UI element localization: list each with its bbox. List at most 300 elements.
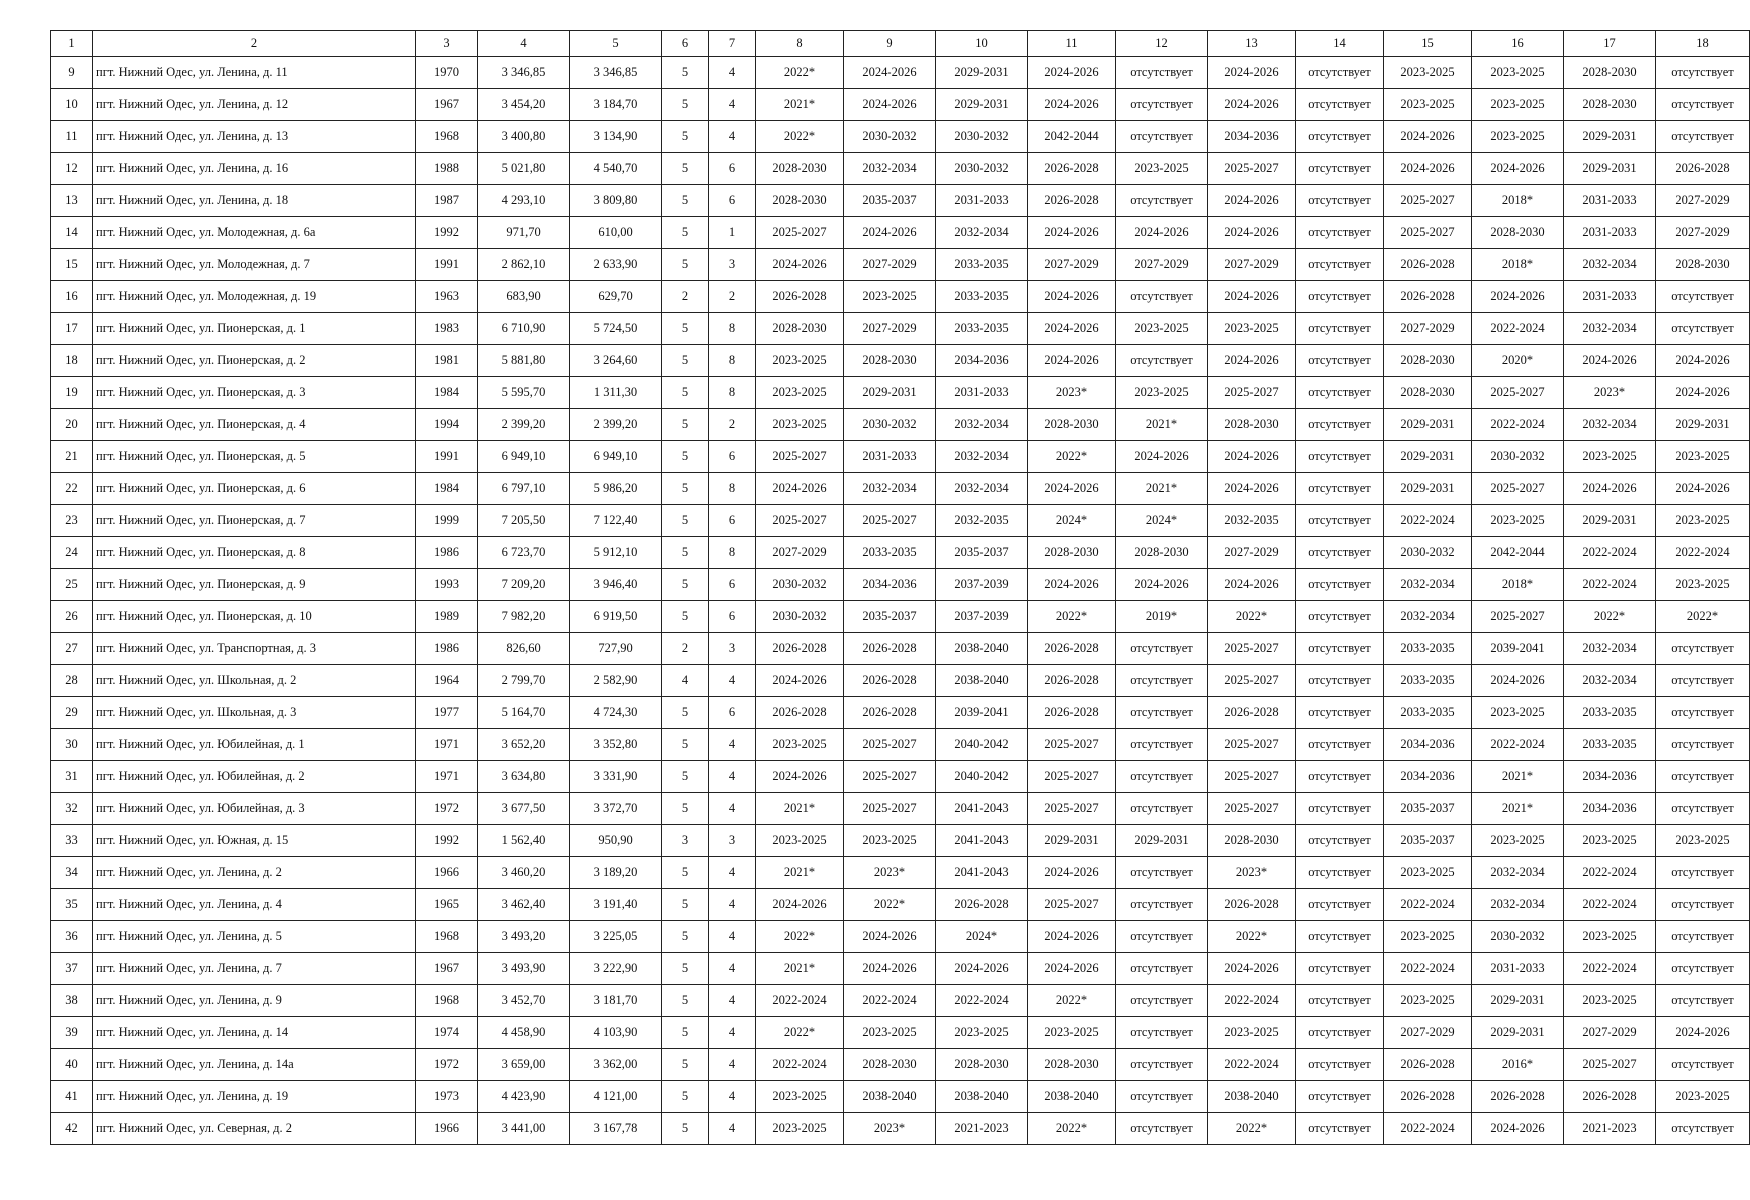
table-cell: отсутствует bbox=[1296, 761, 1384, 793]
table-cell: 5 bbox=[662, 953, 709, 985]
table-cell: 2025-2027 bbox=[1028, 793, 1116, 825]
row-number-cell: 34 bbox=[51, 857, 93, 889]
table-cell: 2022* bbox=[1208, 921, 1296, 953]
table-cell: 2023* bbox=[1564, 377, 1656, 409]
table-cell: 3 346,85 bbox=[478, 57, 570, 89]
table-cell: 5 bbox=[662, 537, 709, 569]
table-cell: 2029-2031 bbox=[1116, 825, 1208, 857]
table-cell: отсутствует bbox=[1296, 57, 1384, 89]
table-cell: 4 121,00 bbox=[570, 1081, 662, 1113]
table-cell: 2028-2030 bbox=[1384, 377, 1472, 409]
table-cell: 2024-2026 bbox=[1208, 217, 1296, 249]
table-cell: 2026-2028 bbox=[1384, 281, 1472, 313]
table-cell: 3 184,70 bbox=[570, 89, 662, 121]
table-cell: 4 bbox=[709, 761, 756, 793]
table-cell: 971,70 bbox=[478, 217, 570, 249]
table-cell: 2023-2025 bbox=[1656, 505, 1750, 537]
table-cell: 2025-2027 bbox=[1472, 473, 1564, 505]
table-cell: 2 bbox=[709, 281, 756, 313]
table-cell: 2023-2025 bbox=[1208, 313, 1296, 345]
table-cell: 2024-2026 bbox=[1028, 857, 1116, 889]
table-cell: 2024-2026 bbox=[1028, 345, 1116, 377]
table-row bbox=[51, 729, 1750, 761]
table-cell: 2028-2030 bbox=[1208, 409, 1296, 441]
table-row bbox=[51, 1049, 1750, 1081]
table-cell: 3 659,00 bbox=[478, 1049, 570, 1081]
table-cell: 4 bbox=[709, 921, 756, 953]
column-number-cell: 7 bbox=[709, 31, 756, 57]
table-cell: 2035-2037 bbox=[1384, 793, 1472, 825]
table-cell: 2027-2029 bbox=[1384, 313, 1472, 345]
table-cell: отсутствует bbox=[1656, 729, 1750, 761]
table-cell: 2038-2040 bbox=[1028, 1081, 1116, 1113]
table-cell: 2016* bbox=[1472, 1049, 1564, 1081]
table-cell: отсутствует bbox=[1296, 217, 1384, 249]
table-cell: 2024-2026 bbox=[1028, 953, 1116, 985]
table-cell: 2032-2034 bbox=[1472, 889, 1564, 921]
table-cell: 5 bbox=[662, 889, 709, 921]
table-cell: 1971 bbox=[416, 729, 478, 761]
table-cell: 1989 bbox=[416, 601, 478, 633]
row-number-cell: 32 bbox=[51, 793, 93, 825]
table-row bbox=[51, 569, 1750, 601]
table-cell: 2024-2026 bbox=[1028, 89, 1116, 121]
table-cell: 2040-2042 bbox=[936, 761, 1028, 793]
column-number-cell: 12 bbox=[1116, 31, 1208, 57]
row-number-cell: 13 bbox=[51, 185, 93, 217]
table-cell: 2035-2037 bbox=[844, 185, 936, 217]
table-cell: 2029-2031 bbox=[936, 57, 1028, 89]
table-cell: 2025-2027 bbox=[1472, 377, 1564, 409]
table-cell: 4 bbox=[709, 985, 756, 1017]
table-cell: 2025-2027 bbox=[756, 505, 844, 537]
table-cell: 2034-2036 bbox=[1564, 793, 1656, 825]
table-cell: отсутствует bbox=[1296, 1113, 1384, 1145]
address-cell: пгт. Нижний Одес, ул. Пионерская, д. 10 bbox=[93, 601, 416, 633]
table-cell: 4 bbox=[709, 1113, 756, 1145]
table-cell: 2026-2028 bbox=[936, 889, 1028, 921]
table-cell: 610,00 bbox=[570, 217, 662, 249]
table-cell: 2027-2029 bbox=[1208, 537, 1296, 569]
table-cell: 2021* bbox=[1472, 793, 1564, 825]
table-cell: 2028-2030 bbox=[1472, 217, 1564, 249]
table-cell: 2026-2028 bbox=[1384, 1081, 1472, 1113]
table-cell: отсутствует bbox=[1116, 889, 1208, 921]
table-cell: 2022-2024 bbox=[1472, 729, 1564, 761]
table-cell: 2032-2034 bbox=[1564, 249, 1656, 281]
table-cell: 2032-2034 bbox=[936, 473, 1028, 505]
table-cell: 2024-2026 bbox=[1028, 281, 1116, 313]
table-cell: 2022* bbox=[1028, 441, 1116, 473]
table-cell: 2030-2032 bbox=[936, 121, 1028, 153]
table-cell: 2030-2032 bbox=[1472, 441, 1564, 473]
table-cell: 1971 bbox=[416, 761, 478, 793]
table-cell: 3 bbox=[709, 825, 756, 857]
table-cell: 3 946,40 bbox=[570, 569, 662, 601]
row-number-cell: 12 bbox=[51, 153, 93, 185]
table-cell: 6 723,70 bbox=[478, 537, 570, 569]
table-cell: 2 399,20 bbox=[570, 409, 662, 441]
table-cell: 2022* bbox=[1564, 601, 1656, 633]
table-cell: 2023* bbox=[844, 857, 936, 889]
table-cell: 2022* bbox=[756, 921, 844, 953]
table-cell: отсутствует bbox=[1296, 249, 1384, 281]
table-cell: 2038-2040 bbox=[1208, 1081, 1296, 1113]
table-cell: 6 710,90 bbox=[478, 313, 570, 345]
table-cell: 2024-2026 bbox=[756, 761, 844, 793]
table-cell: 1999 bbox=[416, 505, 478, 537]
table-cell: 4 bbox=[709, 1049, 756, 1081]
table-cell: 2026-2028 bbox=[756, 281, 844, 313]
table-cell: 1983 bbox=[416, 313, 478, 345]
table-cell: 4 bbox=[709, 1017, 756, 1049]
table-cell: 2034-2036 bbox=[936, 345, 1028, 377]
column-number-cell: 8 bbox=[756, 31, 844, 57]
table-cell: 2028-2030 bbox=[756, 185, 844, 217]
table-cell: отсутствует bbox=[1656, 761, 1750, 793]
table-cell: 3 677,50 bbox=[478, 793, 570, 825]
table-row bbox=[51, 441, 1750, 473]
table-cell: 2022-2024 bbox=[1564, 953, 1656, 985]
table-cell: 2022-2024 bbox=[1564, 569, 1656, 601]
table-cell: 2024-2026 bbox=[1208, 569, 1296, 601]
table-cell: 2018* bbox=[1472, 569, 1564, 601]
table-cell: отсутствует bbox=[1116, 761, 1208, 793]
table-cell: 3 bbox=[709, 633, 756, 665]
table-cell: 1968 bbox=[416, 921, 478, 953]
row-number-cell: 21 bbox=[51, 441, 93, 473]
table-row bbox=[51, 793, 1750, 825]
table-cell: 5 bbox=[662, 921, 709, 953]
table-cell: 1970 bbox=[416, 57, 478, 89]
table-cell: 2025-2027 bbox=[1472, 601, 1564, 633]
table-cell: отсутствует bbox=[1296, 793, 1384, 825]
table-cell: 2024-2026 bbox=[1564, 473, 1656, 505]
table-cell: 2023-2025 bbox=[1564, 441, 1656, 473]
table-cell: 2041-2043 bbox=[936, 793, 1028, 825]
table-cell: отсутствует bbox=[1296, 377, 1384, 409]
table-cell: 2024-2026 bbox=[1384, 121, 1472, 153]
table-cell: 5 bbox=[662, 121, 709, 153]
table-cell: 3 bbox=[662, 825, 709, 857]
row-number-cell: 22 bbox=[51, 473, 93, 505]
table-row bbox=[51, 345, 1750, 377]
table-cell: 2029-2031 bbox=[1564, 121, 1656, 153]
table-cell: 2 633,90 bbox=[570, 249, 662, 281]
table-cell: отсутствует bbox=[1656, 281, 1750, 313]
table-row bbox=[51, 889, 1750, 921]
table-cell: 2028-2030 bbox=[936, 1049, 1028, 1081]
row-number-cell: 42 bbox=[51, 1113, 93, 1145]
table-cell: 2032-2034 bbox=[1564, 633, 1656, 665]
table-row bbox=[51, 761, 1750, 793]
table-cell: 2026-2028 bbox=[1208, 889, 1296, 921]
table-cell: 2025-2027 bbox=[756, 217, 844, 249]
table-cell: 2022* bbox=[1028, 601, 1116, 633]
table-cell: 2025-2027 bbox=[1208, 153, 1296, 185]
address-cell: пгт. Нижний Одес, ул. Ленина, д. 5 bbox=[93, 921, 416, 953]
row-number-cell: 31 bbox=[51, 761, 93, 793]
table-cell: 6 bbox=[709, 441, 756, 473]
table-cell: 4 540,70 bbox=[570, 153, 662, 185]
table-cell: 7 205,50 bbox=[478, 505, 570, 537]
table-cell: 2038-2040 bbox=[936, 1081, 1028, 1113]
table-cell: 3 222,90 bbox=[570, 953, 662, 985]
table-cell: 2030-2032 bbox=[844, 409, 936, 441]
table-cell: 629,70 bbox=[570, 281, 662, 313]
table-cell: 2022* bbox=[756, 57, 844, 89]
table-cell: 5 bbox=[662, 857, 709, 889]
table-cell: отсутствует bbox=[1656, 665, 1750, 697]
table-cell: 2024-2026 bbox=[1472, 281, 1564, 313]
table-cell: 6 919,50 bbox=[570, 601, 662, 633]
table-cell: 2018* bbox=[1472, 185, 1564, 217]
table-cell: 2029-2031 bbox=[1384, 473, 1472, 505]
table-cell: 2030-2032 bbox=[1472, 921, 1564, 953]
table-cell: 2022* bbox=[1208, 1113, 1296, 1145]
address-cell: пгт. Нижний Одес, ул. Ленина, д. 4 bbox=[93, 889, 416, 921]
table-cell: 2028-2030 bbox=[756, 153, 844, 185]
table-cell: 2 399,20 bbox=[478, 409, 570, 441]
table-cell: 2022-2024 bbox=[1384, 889, 1472, 921]
table-cell: 2035-2037 bbox=[1384, 825, 1472, 857]
row-number-cell: 19 bbox=[51, 377, 93, 409]
address-cell: пгт. Нижний Одес, ул. Пионерская, д. 2 bbox=[93, 345, 416, 377]
table-cell: отсутствует bbox=[1656, 793, 1750, 825]
table-cell: 2032-2034 bbox=[936, 441, 1028, 473]
table-cell: 2028-2030 bbox=[1384, 345, 1472, 377]
table-row bbox=[51, 89, 1750, 121]
table-cell: 2032-2034 bbox=[1564, 409, 1656, 441]
table-cell: 2034-2036 bbox=[1384, 729, 1472, 761]
table-cell: 2025-2027 bbox=[1028, 889, 1116, 921]
table-cell: отсутствует bbox=[1116, 697, 1208, 729]
table-row bbox=[51, 281, 1750, 313]
table-cell: 2024-2026 bbox=[1208, 89, 1296, 121]
table-cell: 2039-2041 bbox=[1472, 633, 1564, 665]
table-cell: 2024-2026 bbox=[1208, 57, 1296, 89]
table-cell: 2025-2027 bbox=[844, 761, 936, 793]
row-number-cell: 11 bbox=[51, 121, 93, 153]
table-cell: 2031-2033 bbox=[936, 185, 1028, 217]
table-cell: 2024-2026 bbox=[756, 889, 844, 921]
table-cell: 4 bbox=[709, 89, 756, 121]
table-cell: 2028-2030 bbox=[1656, 249, 1750, 281]
table-cell: отсутствует bbox=[1296, 505, 1384, 537]
table-cell: отсутствует bbox=[1116, 1113, 1208, 1145]
table-cell: 5 bbox=[662, 985, 709, 1017]
table-cell: 1992 bbox=[416, 217, 478, 249]
table-cell: 2023-2025 bbox=[844, 281, 936, 313]
table-cell: отсутствует bbox=[1656, 313, 1750, 345]
table-cell: 2022-2024 bbox=[756, 985, 844, 1017]
table-cell: 2024-2026 bbox=[1472, 665, 1564, 697]
table-cell: 1991 bbox=[416, 249, 478, 281]
table-cell: 2033-2035 bbox=[1384, 697, 1472, 729]
table-cell: 3 452,70 bbox=[478, 985, 570, 1017]
table-cell: 4 bbox=[709, 57, 756, 89]
table-cell: 3 460,20 bbox=[478, 857, 570, 889]
address-cell: пгт. Нижний Одес, ул. Юбилейная, д. 2 bbox=[93, 761, 416, 793]
table-cell: 3 331,90 bbox=[570, 761, 662, 793]
table-cell: 2029-2031 bbox=[936, 89, 1028, 121]
table-cell: 1986 bbox=[416, 537, 478, 569]
table-cell: 2024-2026 bbox=[1116, 569, 1208, 601]
table-cell: 2038-2040 bbox=[936, 665, 1028, 697]
table-cell: 2024-2026 bbox=[1564, 345, 1656, 377]
table-cell: 2029-2031 bbox=[1384, 441, 1472, 473]
table-cell: 2025-2027 bbox=[1564, 1049, 1656, 1081]
row-number-cell: 16 bbox=[51, 281, 93, 313]
table-cell: 2033-2035 bbox=[936, 249, 1028, 281]
table-cell: 2024-2026 bbox=[936, 953, 1028, 985]
table-cell: 2026-2028 bbox=[1472, 1081, 1564, 1113]
table-cell: 2 862,10 bbox=[478, 249, 570, 281]
column-number-cell: 4 bbox=[478, 31, 570, 57]
table-cell: 6 949,10 bbox=[478, 441, 570, 473]
table-cell: 2024* bbox=[936, 921, 1028, 953]
table-cell: 2023-2025 bbox=[756, 409, 844, 441]
table-cell: 2022-2024 bbox=[1564, 537, 1656, 569]
table-cell: отсутствует bbox=[1116, 793, 1208, 825]
table-cell: отсутствует bbox=[1296, 889, 1384, 921]
table-cell: 1 bbox=[709, 217, 756, 249]
table-cell: 5 881,80 bbox=[478, 345, 570, 377]
table-cell: 2037-2039 bbox=[936, 601, 1028, 633]
table-row bbox=[51, 857, 1750, 889]
table-cell: 5 bbox=[662, 729, 709, 761]
table-cell: отсутствует bbox=[1296, 633, 1384, 665]
table-cell: 2026-2028 bbox=[1028, 185, 1116, 217]
table-cell: 2023-2025 bbox=[1208, 1017, 1296, 1049]
address-cell: пгт. Нижний Одес, ул. Ленина, д. 12 bbox=[93, 89, 416, 121]
table-cell: 2028-2030 bbox=[844, 345, 936, 377]
table-cell: 2024-2026 bbox=[1028, 473, 1116, 505]
table-row bbox=[51, 633, 1750, 665]
table-cell: 2033-2035 bbox=[936, 313, 1028, 345]
table-row bbox=[51, 185, 1750, 217]
table-cell: 2021* bbox=[756, 857, 844, 889]
table-cell: 2024-2026 bbox=[756, 473, 844, 505]
table-cell: отсутствует bbox=[1116, 665, 1208, 697]
table-cell: 2030-2032 bbox=[1384, 537, 1472, 569]
table-cell: 3 372,70 bbox=[570, 793, 662, 825]
table-cell: 2024-2026 bbox=[1208, 441, 1296, 473]
table-cell: 3 191,40 bbox=[570, 889, 662, 921]
table-cell: 2026-2028 bbox=[1564, 1081, 1656, 1113]
table-cell: 5 bbox=[662, 57, 709, 89]
table-cell: 2018* bbox=[1472, 249, 1564, 281]
table-cell: 1967 bbox=[416, 953, 478, 985]
table-cell: 2026-2028 bbox=[1656, 153, 1750, 185]
table-cell: 2026-2028 bbox=[844, 697, 936, 729]
table-cell: отсутствует bbox=[1116, 121, 1208, 153]
row-number-cell: 40 bbox=[51, 1049, 93, 1081]
repair-schedule-table bbox=[50, 30, 1750, 1145]
table-cell: 2025-2027 bbox=[844, 793, 936, 825]
table-cell: 2021* bbox=[1472, 761, 1564, 793]
table-cell: 2025-2027 bbox=[1028, 761, 1116, 793]
document-page bbox=[50, 30, 1734, 1145]
table-cell: 2035-2037 bbox=[936, 537, 1028, 569]
table-cell: 2030-2032 bbox=[756, 601, 844, 633]
table-cell: 1984 bbox=[416, 377, 478, 409]
table-cell: 1966 bbox=[416, 857, 478, 889]
table-cell: 2024* bbox=[1028, 505, 1116, 537]
table-cell: 5 724,50 bbox=[570, 313, 662, 345]
address-cell: пгт. Нижний Одес, ул. Пионерская, д. 6 bbox=[93, 473, 416, 505]
table-cell: 2023-2025 bbox=[1564, 985, 1656, 1017]
table-cell: 2027-2029 bbox=[1028, 249, 1116, 281]
table-cell: 2028-2030 bbox=[1116, 537, 1208, 569]
table-row bbox=[51, 57, 1750, 89]
table-cell: отсутствует bbox=[1656, 121, 1750, 153]
table-cell: 2031-2033 bbox=[936, 377, 1028, 409]
table-cell: 2024-2026 bbox=[1472, 153, 1564, 185]
row-number-cell: 41 bbox=[51, 1081, 93, 1113]
column-number-cell: 17 bbox=[1564, 31, 1656, 57]
table-cell: 1964 bbox=[416, 665, 478, 697]
table-cell: 2021-2023 bbox=[936, 1113, 1028, 1145]
row-number-cell: 23 bbox=[51, 505, 93, 537]
address-cell: пгт. Нижний Одес, ул. Ленина, д. 11 bbox=[93, 57, 416, 89]
table-cell: 2033-2035 bbox=[936, 281, 1028, 313]
table-cell: отсутствует bbox=[1296, 569, 1384, 601]
table-cell: 2031-2033 bbox=[1564, 217, 1656, 249]
table-cell: 2025-2027 bbox=[1208, 793, 1296, 825]
table-cell: 3 bbox=[709, 249, 756, 281]
table-cell: 2028-2030 bbox=[1028, 1049, 1116, 1081]
table-cell: 2026-2028 bbox=[1384, 249, 1472, 281]
table-cell: 2028-2030 bbox=[756, 313, 844, 345]
table-cell: 2027-2029 bbox=[844, 249, 936, 281]
table-cell: 2028-2030 bbox=[1564, 57, 1656, 89]
table-cell: отсутствует bbox=[1656, 953, 1750, 985]
table-cell: 3 441,00 bbox=[478, 1113, 570, 1145]
table-cell: 3 264,60 bbox=[570, 345, 662, 377]
table-cell: 1987 bbox=[416, 185, 478, 217]
table-cell: 5 bbox=[662, 697, 709, 729]
table-cell: 2024-2026 bbox=[1208, 953, 1296, 985]
address-cell: пгт. Нижний Одес, ул. Ленина, д. 14 bbox=[93, 1017, 416, 1049]
table-cell: 2032-2034 bbox=[1384, 569, 1472, 601]
address-cell: пгт. Нижний Одес, ул. Ленина, д. 16 bbox=[93, 153, 416, 185]
table-cell: 2022-2024 bbox=[1564, 889, 1656, 921]
table-cell: 5 595,70 bbox=[478, 377, 570, 409]
table-cell: 2025-2027 bbox=[1384, 185, 1472, 217]
table-cell: 727,90 bbox=[570, 633, 662, 665]
table-cell: 2022* bbox=[1028, 1113, 1116, 1145]
table-cell: 2035-2037 bbox=[844, 601, 936, 633]
table-cell: 2 bbox=[662, 281, 709, 313]
table-cell: 2024-2026 bbox=[1116, 441, 1208, 473]
table-row bbox=[51, 505, 1750, 537]
table-cell: 2023-2025 bbox=[844, 825, 936, 857]
table-cell: 2025-2027 bbox=[1208, 761, 1296, 793]
table-cell: 2030-2032 bbox=[844, 121, 936, 153]
column-number-cell: 16 bbox=[1472, 31, 1564, 57]
table-cell: 2024-2026 bbox=[844, 921, 936, 953]
table-cell: 2029-2031 bbox=[1472, 985, 1564, 1017]
table-cell: отсутствует bbox=[1296, 665, 1384, 697]
table-cell: 4 bbox=[709, 1081, 756, 1113]
table-cell: 2021* bbox=[1116, 409, 1208, 441]
address-cell: пгт. Нижний Одес, ул. Пионерская, д. 8 bbox=[93, 537, 416, 569]
table-cell: 2028-2030 bbox=[1564, 89, 1656, 121]
table-cell: 2027-2029 bbox=[1208, 249, 1296, 281]
address-cell: пгт. Нижний Одес, ул. Молодежная, д. 19 bbox=[93, 281, 416, 313]
table-cell: 6 bbox=[709, 569, 756, 601]
